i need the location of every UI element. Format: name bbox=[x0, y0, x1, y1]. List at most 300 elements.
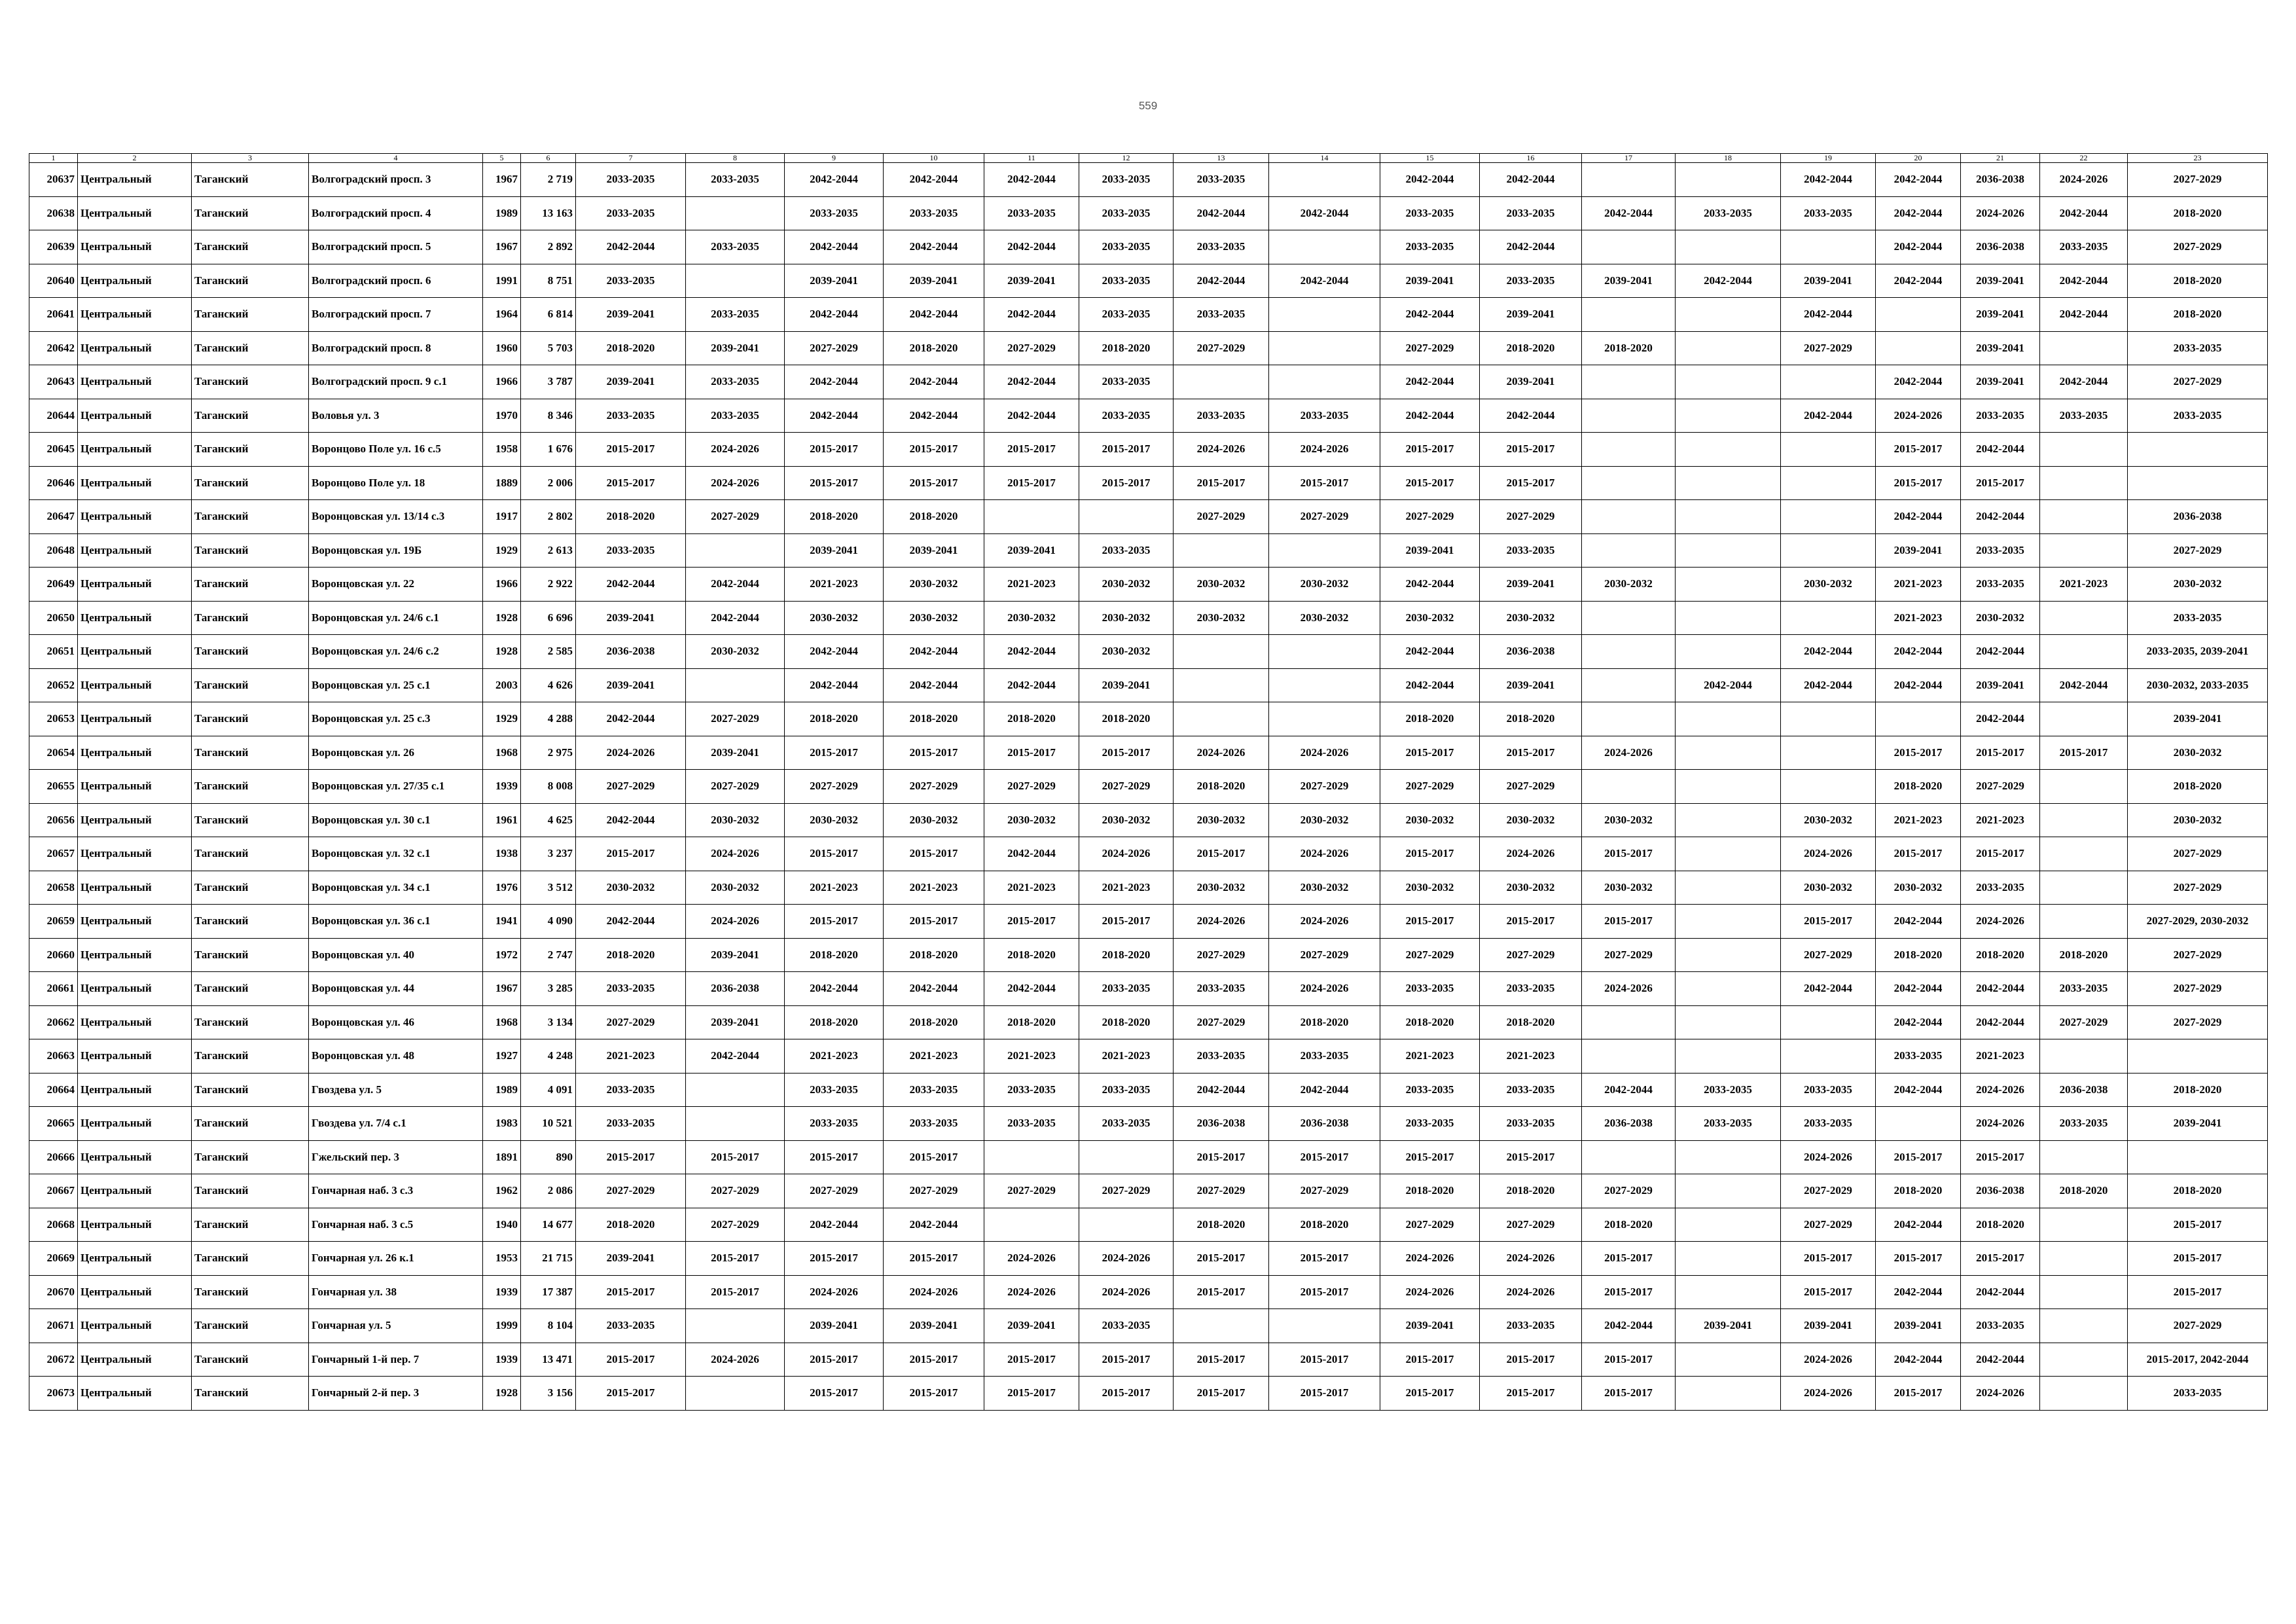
table-cell bbox=[1676, 399, 1781, 433]
column-number-header: 7 bbox=[576, 154, 686, 163]
table-cell: 2027-2029 bbox=[1079, 770, 1174, 804]
table-cell: 2 613 bbox=[521, 533, 576, 568]
table-cell: 2030-2032 bbox=[1269, 568, 1380, 602]
table-cell: 2021-2023 bbox=[2040, 568, 2128, 602]
table-cell: 2027-2029 bbox=[2040, 1005, 2128, 1039]
table-cell: 2030-2032 bbox=[1269, 803, 1380, 837]
table-cell: 2042-2044 bbox=[1781, 399, 1876, 433]
table-cell: Центральный bbox=[78, 163, 192, 197]
table-cell bbox=[1676, 837, 1781, 871]
table-cell: 2033-2035 bbox=[1174, 972, 1269, 1006]
table-cell: 2018-2020 bbox=[576, 938, 686, 972]
table-cell: Гончарный 1-й пер. 7 bbox=[309, 1343, 483, 1377]
table-cell: 2030-2032 bbox=[1269, 871, 1380, 905]
table-cell: Таганский bbox=[192, 1208, 309, 1242]
table-cell bbox=[1582, 635, 1676, 669]
table-cell: Таганский bbox=[192, 736, 309, 770]
table-cell: Воронцовская ул. 24/6 с.2 bbox=[309, 635, 483, 669]
table-cell bbox=[1079, 500, 1174, 534]
table-cell: Центральный bbox=[78, 196, 192, 230]
table-cell: 2024-2026 bbox=[1174, 905, 1269, 939]
table-cell: 2018-2020 bbox=[884, 331, 984, 365]
table-cell: Воронцово Поле ул. 16 с.5 bbox=[309, 433, 483, 467]
table-cell: Гончарная ул. 5 bbox=[309, 1309, 483, 1343]
table-cell: 2015-2017 bbox=[576, 1140, 686, 1174]
table-cell: 2030-2032 bbox=[984, 803, 1079, 837]
table-cell bbox=[1781, 433, 1876, 467]
table-cell: Центральный bbox=[78, 1073, 192, 1107]
table-cell: 2036-2038 bbox=[1174, 1107, 1269, 1141]
table-cell bbox=[2128, 1039, 2268, 1074]
table-cell: 2039-2041 bbox=[785, 264, 884, 298]
table-cell: 2018-2020 bbox=[785, 500, 884, 534]
table-row bbox=[29, 1140, 2268, 1174]
table-cell: Центральный bbox=[78, 938, 192, 972]
table-cell bbox=[1582, 1005, 1676, 1039]
table-cell: 2033-2035 bbox=[686, 399, 785, 433]
table-cell bbox=[984, 500, 1079, 534]
table-cell: 2030-2032 bbox=[1269, 601, 1380, 635]
table-row bbox=[29, 533, 2268, 568]
table-cell: 20658 bbox=[29, 871, 78, 905]
table-cell: 2018-2020 bbox=[785, 702, 884, 736]
table-row bbox=[29, 298, 2268, 332]
table-cell: 2021-2023 bbox=[785, 1039, 884, 1074]
table-cell: 2033-2035 bbox=[1380, 196, 1480, 230]
table-cell: 2015-2017 bbox=[576, 1377, 686, 1411]
table-cell: 2033-2035 bbox=[1079, 230, 1174, 264]
table-cell: 2039-2041 bbox=[984, 1309, 1079, 1343]
table-cell bbox=[1676, 736, 1781, 770]
table-cell: 2018-2020 bbox=[1174, 1208, 1269, 1242]
table-cell: 2024-2026 bbox=[984, 1275, 1079, 1309]
table-cell: 14 677 bbox=[521, 1208, 576, 1242]
table-cell bbox=[1582, 298, 1676, 332]
table-cell bbox=[1269, 163, 1380, 197]
table-cell: 2015-2017 bbox=[785, 837, 884, 871]
table-cell: 2042-2044 bbox=[576, 803, 686, 837]
table-cell: Таганский bbox=[192, 466, 309, 500]
table-cell: Волгоградский просп. 4 bbox=[309, 196, 483, 230]
table-cell: 2015-2017 bbox=[1079, 1343, 1174, 1377]
table-cell: 2027-2029 bbox=[1380, 500, 1480, 534]
table-row bbox=[29, 938, 2268, 972]
table-row bbox=[29, 871, 2268, 905]
table-cell: 2042-2044 bbox=[884, 972, 984, 1006]
table-cell: 2039-2041 bbox=[2128, 702, 2268, 736]
table-cell: 2042-2044 bbox=[785, 298, 884, 332]
table-cell: 2030-2032 bbox=[1781, 871, 1876, 905]
table-cell: 2030-2032 bbox=[1961, 601, 2040, 635]
table-cell: 1939 bbox=[483, 1343, 521, 1377]
table-cell: 2015-2017 bbox=[686, 1242, 785, 1276]
table-cell: 2033-2035 bbox=[1079, 264, 1174, 298]
table-cell: 2042-2044 bbox=[1174, 264, 1269, 298]
table-cell: 2018-2020 bbox=[884, 500, 984, 534]
table-cell: 2042-2044 bbox=[1961, 500, 2040, 534]
table-cell: Волгоградский просп. 3 bbox=[309, 163, 483, 197]
table-row bbox=[29, 668, 2268, 702]
table-cell: 2033-2035 bbox=[1676, 1107, 1781, 1141]
table-cell: 2015-2017 bbox=[1961, 1242, 2040, 1276]
table-cell bbox=[1676, 331, 1781, 365]
table-cell: 2042-2044 bbox=[686, 1039, 785, 1074]
table-cell: 1889 bbox=[483, 466, 521, 500]
table-cell: 1958 bbox=[483, 433, 521, 467]
table-cell: 2042-2044 bbox=[984, 163, 1079, 197]
table-cell: 20669 bbox=[29, 1242, 78, 1276]
table-cell: 2039-2041 bbox=[884, 1309, 984, 1343]
table-cell: 2039-2041 bbox=[576, 668, 686, 702]
table-cell: 2033-2035 bbox=[686, 298, 785, 332]
column-number-header: 8 bbox=[686, 154, 785, 163]
table-cell: 2018-2020 bbox=[2128, 264, 2268, 298]
table-cell: 6 696 bbox=[521, 601, 576, 635]
table-cell: 2042-2044 bbox=[1961, 972, 2040, 1006]
table-cell: Центральный bbox=[78, 433, 192, 467]
table-cell bbox=[1269, 635, 1380, 669]
column-number-header: 12 bbox=[1079, 154, 1174, 163]
table-cell: 2033-2035 bbox=[576, 1073, 686, 1107]
table-cell: 2015-2017 bbox=[1174, 1275, 1269, 1309]
table-cell: Центральный bbox=[78, 399, 192, 433]
table-cell: 2039-2041 bbox=[576, 298, 686, 332]
table-cell: 2039-2041 bbox=[1480, 298, 1582, 332]
column-number-header: 2 bbox=[78, 154, 192, 163]
table-cell: 2033-2035 bbox=[1079, 298, 1174, 332]
table-cell: 2042-2044 bbox=[1876, 635, 1961, 669]
table-cell: 2027-2029 bbox=[1174, 1174, 1269, 1208]
table-cell: 2 747 bbox=[521, 938, 576, 972]
table-cell: 2021-2023 bbox=[1961, 803, 2040, 837]
table-cell: 2033-2035 bbox=[576, 163, 686, 197]
table-cell: 2027-2029 bbox=[1961, 770, 2040, 804]
table-cell: 1967 bbox=[483, 972, 521, 1006]
table-cell: 2021-2023 bbox=[1876, 601, 1961, 635]
table-cell: 2030-2032 bbox=[884, 568, 984, 602]
table-row bbox=[29, 365, 2268, 399]
table-row bbox=[29, 1107, 2268, 1141]
table-cell: Центральный bbox=[78, 972, 192, 1006]
table-cell: 2027-2029 bbox=[984, 1174, 1079, 1208]
table-cell: 20655 bbox=[29, 770, 78, 804]
table-cell: 2030-2032 bbox=[884, 803, 984, 837]
column-number-header: 4 bbox=[309, 154, 483, 163]
table-cell: 2042-2044 bbox=[1582, 196, 1676, 230]
table-cell: Гжельский пер. 3 bbox=[309, 1140, 483, 1174]
table-cell: 1966 bbox=[483, 365, 521, 399]
table-cell: 20638 bbox=[29, 196, 78, 230]
table-cell: 2015-2017 bbox=[785, 1242, 884, 1276]
table-cell: 2015-2017 bbox=[1876, 1140, 1961, 1174]
table-cell: 1928 bbox=[483, 635, 521, 669]
table-cell: 1970 bbox=[483, 399, 521, 433]
table-cell: 20657 bbox=[29, 837, 78, 871]
table-cell: 2015-2017 bbox=[1174, 1242, 1269, 1276]
table-cell: 2039-2041 bbox=[1961, 264, 2040, 298]
table-cell: 2033-2035 bbox=[576, 264, 686, 298]
table-cell: 2039-2041 bbox=[1781, 264, 1876, 298]
table-cell: 2015-2017 bbox=[1380, 736, 1480, 770]
table-cell: 2030-2032 bbox=[1174, 568, 1269, 602]
table-cell: 2042-2044 bbox=[785, 163, 884, 197]
table-cell: 2018-2020 bbox=[984, 938, 1079, 972]
table-cell: 2024-2026 bbox=[1961, 905, 2040, 939]
table-cell: 2015-2017 bbox=[1961, 736, 2040, 770]
table-cell bbox=[2040, 803, 2128, 837]
table-cell: 2033-2035 bbox=[1174, 399, 1269, 433]
table-cell: 2018-2020 bbox=[1876, 1174, 1961, 1208]
table-cell: 2030-2032, 2033-2035 bbox=[2128, 668, 2268, 702]
table-cell bbox=[1676, 533, 1781, 568]
table-cell: 2039-2041 bbox=[686, 331, 785, 365]
table-cell: 2027-2029 bbox=[2128, 871, 2268, 905]
table-cell: Центральный bbox=[78, 702, 192, 736]
table-cell: 2027-2029, 2030-2032 bbox=[2128, 905, 2268, 939]
table-cell: 2033-2035 bbox=[1079, 972, 1174, 1006]
table-cell bbox=[1676, 466, 1781, 500]
table-cell: 2042-2044 bbox=[1781, 163, 1876, 197]
table-cell: 2024-2026 bbox=[984, 1242, 1079, 1276]
table-cell: 1991 bbox=[483, 264, 521, 298]
table-cell bbox=[2040, 1377, 2128, 1411]
table-cell: 20670 bbox=[29, 1275, 78, 1309]
table-cell: 2021-2023 bbox=[785, 568, 884, 602]
table-cell: 1891 bbox=[483, 1140, 521, 1174]
table-cell: 2018-2020 bbox=[1380, 702, 1480, 736]
table-cell bbox=[1876, 1107, 1961, 1141]
table-row bbox=[29, 736, 2268, 770]
table-cell: 2027-2029 bbox=[1269, 500, 1380, 534]
table-cell: 2015-2017 bbox=[2128, 1275, 2268, 1309]
table-cell: 2042-2044 bbox=[1876, 972, 1961, 1006]
table-cell: 2024-2026 bbox=[1781, 1377, 1876, 1411]
table-cell: Центральный bbox=[78, 533, 192, 568]
column-number-header: 21 bbox=[1961, 154, 2040, 163]
table-cell: 2027-2029 bbox=[884, 770, 984, 804]
table-cell: 2036-2038 bbox=[1961, 163, 2040, 197]
table-cell: 2 922 bbox=[521, 568, 576, 602]
table-cell: Таганский bbox=[192, 298, 309, 332]
table-row bbox=[29, 1005, 2268, 1039]
table-cell: 2042-2044 bbox=[984, 635, 1079, 669]
table-cell: 2042-2044 bbox=[1876, 1073, 1961, 1107]
table-cell: 2030-2032 bbox=[686, 635, 785, 669]
table-cell: 2033-2035 bbox=[576, 533, 686, 568]
table-cell: Таганский bbox=[192, 837, 309, 871]
table-cell: 2027-2029 bbox=[2128, 938, 2268, 972]
table-cell: Таганский bbox=[192, 1309, 309, 1343]
table-cell: 2042-2044 bbox=[884, 668, 984, 702]
table-cell: 2027-2029 bbox=[686, 1174, 785, 1208]
table-cell: 2018-2020 bbox=[785, 938, 884, 972]
table-row bbox=[29, 635, 2268, 669]
table-cell: 2018-2020 bbox=[1480, 702, 1582, 736]
table-cell: 2018-2020 bbox=[2128, 1174, 2268, 1208]
table-cell bbox=[1781, 466, 1876, 500]
table-cell: Таганский bbox=[192, 365, 309, 399]
table-row bbox=[29, 163, 2268, 197]
table-cell: Центральный bbox=[78, 1343, 192, 1377]
table-cell: 2024-2026 bbox=[1269, 433, 1380, 467]
column-number-header: 16 bbox=[1480, 154, 1582, 163]
table-cell: 2018-2020 bbox=[1079, 1005, 1174, 1039]
table-cell: Таганский bbox=[192, 601, 309, 635]
table-cell: 2030-2032 bbox=[1174, 803, 1269, 837]
table-cell: 2015-2017 bbox=[1961, 837, 2040, 871]
table-cell: 2003 bbox=[483, 668, 521, 702]
table-cell: 2042-2044 bbox=[1582, 1309, 1676, 1343]
table-cell: 2027-2029 bbox=[2128, 533, 2268, 568]
column-number-header: 10 bbox=[884, 154, 984, 163]
table-cell: 2033-2035 bbox=[1269, 1039, 1380, 1074]
table-cell: Центральный bbox=[78, 1039, 192, 1074]
table-cell: Воронцовская ул. 26 bbox=[309, 736, 483, 770]
table-cell: Центральный bbox=[78, 1377, 192, 1411]
table-cell bbox=[686, 1309, 785, 1343]
table-cell: 2015-2017 bbox=[884, 466, 984, 500]
table-cell: 20646 bbox=[29, 466, 78, 500]
table-cell: 2024-2026 bbox=[1174, 736, 1269, 770]
table-cell: 2027-2029 bbox=[1781, 938, 1876, 972]
table-cell: 1940 bbox=[483, 1208, 521, 1242]
table-cell bbox=[1676, 770, 1781, 804]
table-cell: 2027-2029 bbox=[2128, 837, 2268, 871]
table-cell: 2039-2041 bbox=[1380, 533, 1480, 568]
table-cell: 2015-2017 bbox=[785, 1140, 884, 1174]
table-cell: 2015-2017, 2042-2044 bbox=[2128, 1343, 2268, 1377]
table-cell bbox=[1676, 803, 1781, 837]
table-cell bbox=[1676, 972, 1781, 1006]
table-cell: 2042-2044 bbox=[1480, 399, 1582, 433]
table-cell bbox=[1781, 365, 1876, 399]
table-cell: Таганский bbox=[192, 1073, 309, 1107]
table-cell: 2033-2035 bbox=[1480, 196, 1582, 230]
table-cell: 2033-2035 bbox=[576, 196, 686, 230]
table-cell: 2042-2044 bbox=[1876, 1343, 1961, 1377]
table-cell: Таганский bbox=[192, 1275, 309, 1309]
table-cell: 2015-2017 bbox=[576, 433, 686, 467]
table-cell bbox=[1781, 500, 1876, 534]
table-cell: 2042-2044 bbox=[1781, 972, 1876, 1006]
table-cell: 2027-2029 bbox=[1174, 500, 1269, 534]
table-cell bbox=[2128, 1140, 2268, 1174]
table-cell: 1968 bbox=[483, 1005, 521, 1039]
table-cell: Таганский bbox=[192, 1107, 309, 1141]
table-cell: 2030-2032 bbox=[2128, 736, 2268, 770]
table-cell: 2042-2044 bbox=[785, 972, 884, 1006]
table-cell: 2024-2026 bbox=[686, 1343, 785, 1377]
table-cell: 2015-2017 bbox=[1480, 736, 1582, 770]
table-cell: 2033-2035 bbox=[785, 1073, 884, 1107]
column-number-header: 11 bbox=[984, 154, 1079, 163]
table-cell: 2033-2035 bbox=[2040, 972, 2128, 1006]
table-cell: 2039-2041 bbox=[1582, 264, 1676, 298]
table-cell: 2030-2032 bbox=[1380, 601, 1480, 635]
table-cell: 2027-2029 bbox=[1269, 938, 1380, 972]
table-cell: 2042-2044 bbox=[884, 1208, 984, 1242]
table-cell: 2042-2044 bbox=[1269, 196, 1380, 230]
table-cell: 2015-2017 bbox=[2128, 1242, 2268, 1276]
table-cell: Гончарный 2-й пер. 3 bbox=[309, 1377, 483, 1411]
table-cell: 2027-2029 bbox=[1174, 1005, 1269, 1039]
table-cell bbox=[2040, 1140, 2128, 1174]
table-cell bbox=[1781, 736, 1876, 770]
table-cell bbox=[1676, 938, 1781, 972]
table-cell: 2015-2017 bbox=[1380, 433, 1480, 467]
table-cell: 2015-2017 bbox=[884, 1377, 984, 1411]
table-cell: 2039-2041 bbox=[1380, 1309, 1480, 1343]
table-cell bbox=[686, 196, 785, 230]
table-cell: 2015-2017 bbox=[576, 837, 686, 871]
table-cell: 2018-2020 bbox=[1079, 702, 1174, 736]
table-cell: 2036-2038 bbox=[1269, 1107, 1380, 1141]
table-row bbox=[29, 196, 2268, 230]
table-cell: Воронцовская ул. 34 с.1 bbox=[309, 871, 483, 905]
table-cell: Воронцовская ул. 24/6 с.1 bbox=[309, 601, 483, 635]
table-cell: 20644 bbox=[29, 399, 78, 433]
table-cell bbox=[2040, 533, 2128, 568]
table-cell bbox=[1269, 230, 1380, 264]
table-cell: Центральный bbox=[78, 500, 192, 534]
table-cell: 2 585 bbox=[521, 635, 576, 669]
table-cell: 2042-2044 bbox=[884, 163, 984, 197]
table-cell: 2042-2044 bbox=[785, 365, 884, 399]
table-cell: 2039-2041 bbox=[1876, 1309, 1961, 1343]
table-cell bbox=[2040, 466, 2128, 500]
table-cell: 2015-2017 bbox=[884, 1140, 984, 1174]
table-cell: 1938 bbox=[483, 837, 521, 871]
table-cell: 2015-2017 bbox=[1380, 466, 1480, 500]
table-cell: 2033-2035 bbox=[1079, 1309, 1174, 1343]
table-cell: 2015-2017 bbox=[884, 905, 984, 939]
table-cell: 20666 bbox=[29, 1140, 78, 1174]
table-cell: 2018-2020 bbox=[1079, 938, 1174, 972]
table-cell: 2015-2017 bbox=[1079, 1377, 1174, 1411]
table-cell: 2030-2032 bbox=[1079, 568, 1174, 602]
table-cell: 2015-2017 bbox=[884, 1242, 984, 1276]
table-cell: 2033-2035 bbox=[1480, 1073, 1582, 1107]
table-cell: 2039-2041 bbox=[576, 601, 686, 635]
table-cell: Таганский bbox=[192, 500, 309, 534]
table-cell: Центральный bbox=[78, 837, 192, 871]
table-cell: 17 387 bbox=[521, 1275, 576, 1309]
table-cell: 2015-2017 bbox=[984, 905, 1079, 939]
table-cell: 2018-2020 bbox=[1079, 331, 1174, 365]
table-cell: 2027-2029 bbox=[1079, 1174, 1174, 1208]
table-cell: 2033-2035 bbox=[984, 1107, 1079, 1141]
table-cell: Волгоградский просп. 9 с.1 bbox=[309, 365, 483, 399]
table-cell: 2 719 bbox=[521, 163, 576, 197]
table-cell: 2018-2020 bbox=[1174, 770, 1269, 804]
table-cell: 2015-2017 bbox=[1961, 1140, 2040, 1174]
table-cell: 2015-2017 bbox=[2040, 736, 2128, 770]
table-cell: Волгоградский просп. 7 bbox=[309, 298, 483, 332]
table-cell: 2039-2041 bbox=[686, 736, 785, 770]
table-cell: 2042-2044 bbox=[785, 668, 884, 702]
table-cell bbox=[1676, 298, 1781, 332]
column-number-header: 20 bbox=[1876, 154, 1961, 163]
table-cell: 1972 bbox=[483, 938, 521, 972]
table-cell: 2042-2044 bbox=[984, 837, 1079, 871]
table-cell: 2018-2020 bbox=[1876, 938, 1961, 972]
table-cell: 2024-2026 bbox=[1781, 1140, 1876, 1174]
table-cell: 2033-2035 bbox=[1961, 871, 2040, 905]
table-cell: 2027-2029 bbox=[1380, 938, 1480, 972]
table-cell: Центральный bbox=[78, 668, 192, 702]
table-cell: 20645 bbox=[29, 433, 78, 467]
table-cell bbox=[1269, 365, 1380, 399]
